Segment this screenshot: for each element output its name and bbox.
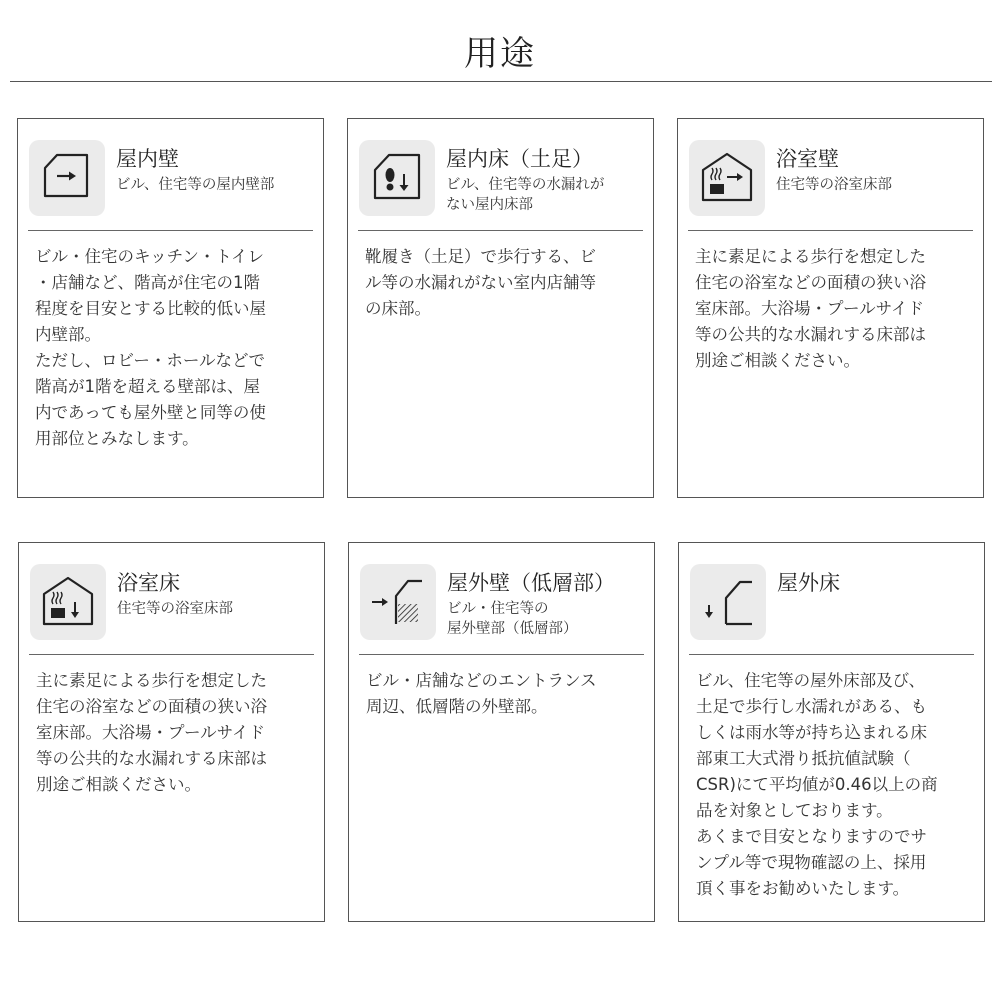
title-divider — [10, 81, 992, 82]
card-description: 主に素足による歩行を想定した 住宅の浴室などの面積の狭い浴 室床部。大浴場・プールサイド 等の公共的な水漏れする床部は 別途ご相談ください。 — [36, 671, 267, 794]
usage-card-outdoor-floor — [678, 542, 985, 922]
usage-card-bathroom-floor — [18, 542, 325, 922]
outdoor-wall-icon — [360, 564, 436, 640]
card-subtitle: ビル・住宅等の 屋外壁部（低層部） — [447, 601, 578, 637]
card-title: 屋外壁（低層部） — [447, 571, 615, 595]
usage-card-indoor-wall — [17, 118, 324, 498]
bathroom-floor-icon — [30, 564, 106, 640]
card-title: 屋外床 — [777, 571, 840, 595]
card-divider — [358, 230, 643, 231]
card-divider — [29, 654, 314, 655]
card-subtitle: 住宅等の浴室床部 — [117, 601, 233, 617]
card-title: 屋内床（土足） — [446, 147, 593, 171]
card-description: ビル・店舗などのエントランス 周辺、低層階の外壁部。 — [366, 671, 597, 716]
card-divider — [359, 654, 644, 655]
bathroom-wall-icon — [689, 140, 765, 216]
card-description: 靴履き（土足）で歩行する、ビ ル等の水漏れがない室内店舗等 の床部。 — [365, 247, 596, 318]
usage-card-bathroom-wall — [677, 118, 984, 498]
card-divider — [689, 654, 974, 655]
indoor-floor-icon — [359, 140, 435, 216]
card-divider — [688, 230, 973, 231]
card-description: 主に素足による歩行を想定した 住宅の浴室などの面積の狭い浴 室床部。大浴場・プールサイド 等の公共的な水漏れする床部は 別途ご相談ください。 — [695, 247, 926, 370]
outdoor-floor-icon — [690, 564, 766, 640]
card-subtitle: ビル、住宅等の水漏れが ない屋内床部 — [446, 177, 605, 213]
usage-card-outdoor-wall — [348, 542, 655, 922]
usage-card-indoor-floor — [347, 118, 654, 498]
indoor-wall-icon — [29, 140, 105, 216]
card-description: ビル・住宅のキッチン・トイレ ・店舗など、階高が住宅の1階 程度を目安とする比較的低い屋 内壁部。 ただし、ロビー・ホールなどで 階高が1階を超える壁部は、屋 内であっても屋外壁と同等の使 用部位とみなします。 — [35, 247, 266, 448]
page-title: 用途 — [464, 34, 536, 74]
card-title: 浴室壁 — [776, 147, 839, 171]
card-divider — [28, 230, 313, 231]
card-description: ビル、住宅等の屋外床部及び、 土足で歩行し水濡れがある、も しくは雨水等が持ち込まれる床 部東工大式滑り抵抗値試験（ CSR)にて平均値が0.46以上の商 品を対象としております。 あくまで目安となりますのでサ ンプル等で現物確認の上、採用 頂く事をお勧めいたします。 — [696, 671, 938, 898]
card-title: 屋内壁 — [116, 147, 179, 171]
card-subtitle: 住宅等の浴室床部 — [776, 177, 892, 193]
card-title: 浴室床 — [117, 571, 180, 595]
card-subtitle: ビル、住宅等の屋内壁部 — [116, 177, 275, 193]
